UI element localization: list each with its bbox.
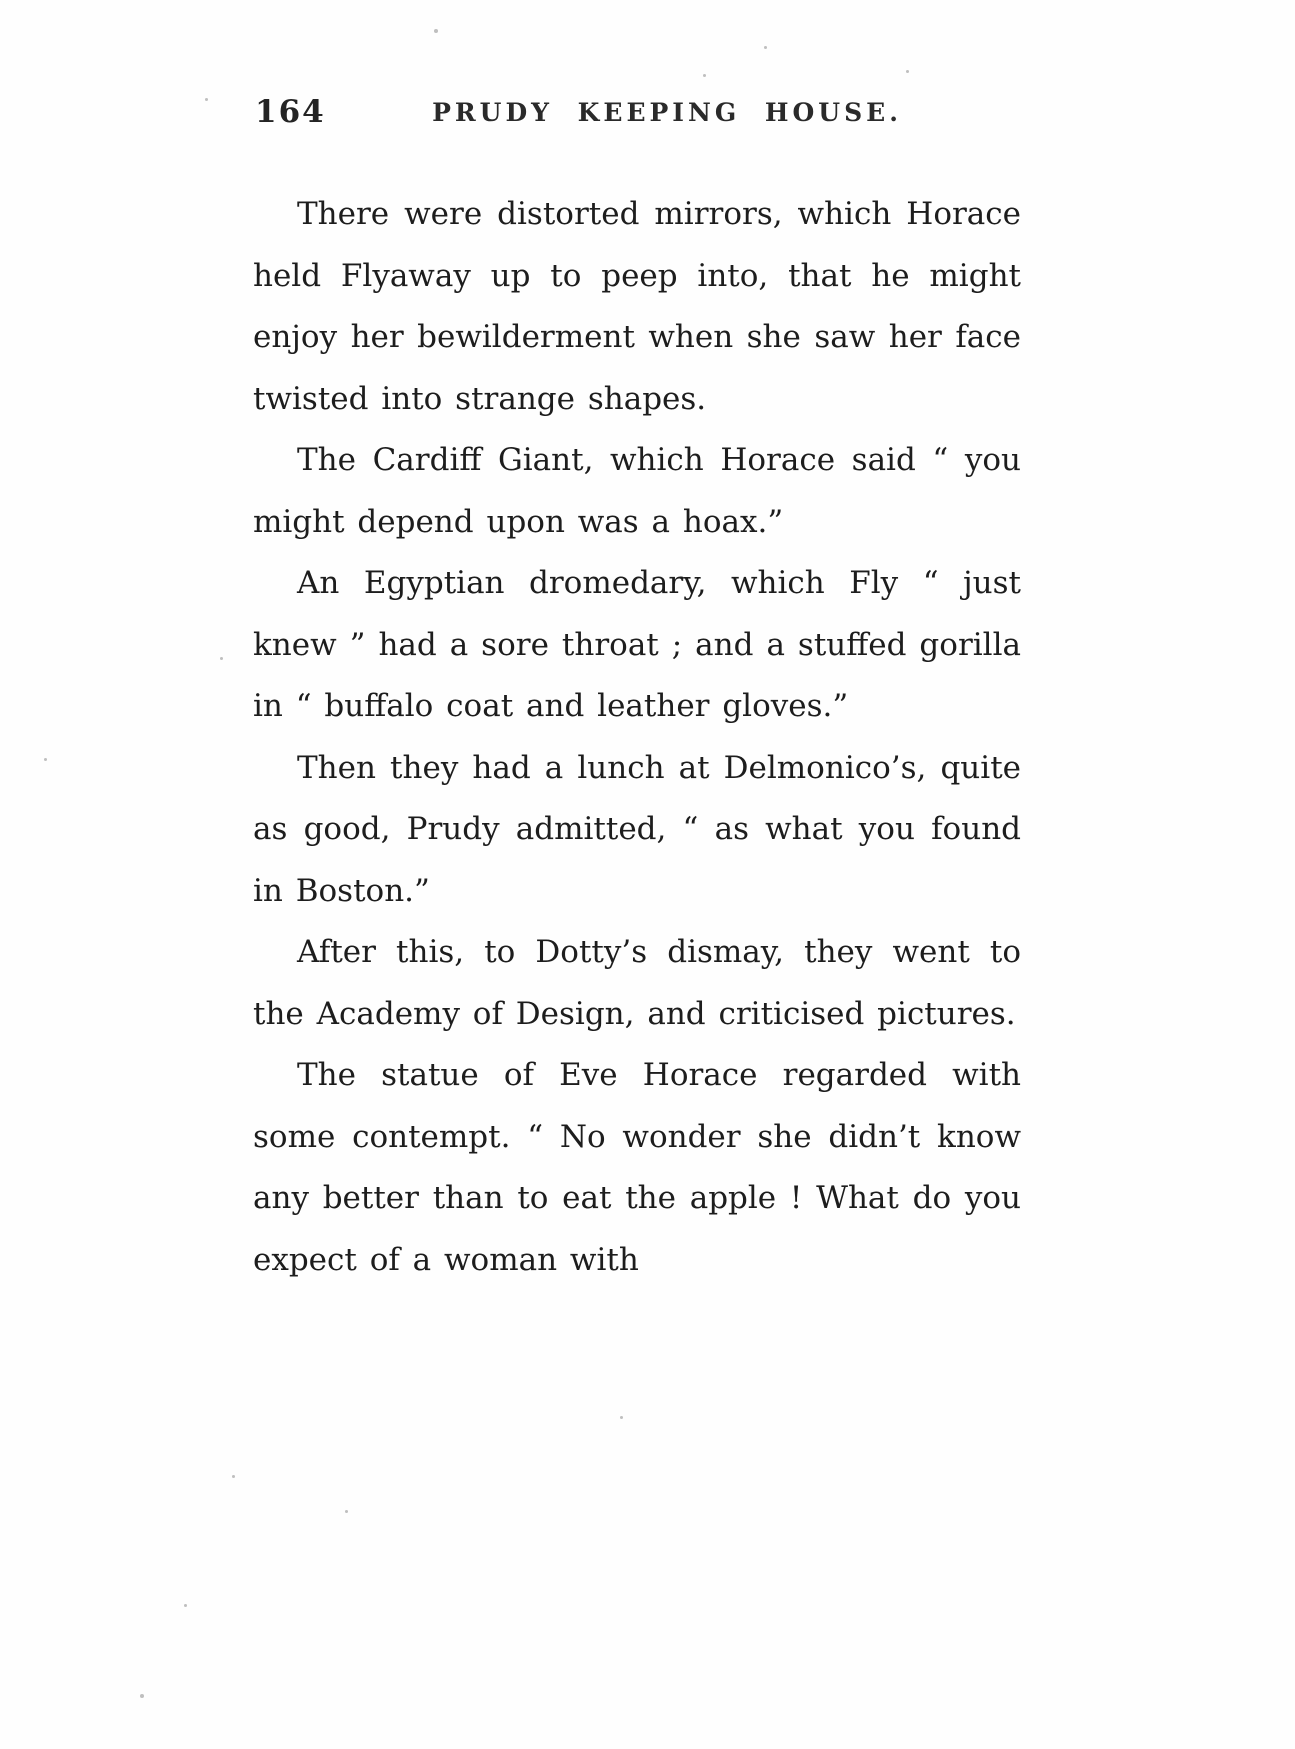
scan-speckle xyxy=(434,29,438,33)
text-block xyxy=(253,184,1021,1291)
paragraph: The statue of Eve Horace regarded with some contempt. “ No wonder she didn’t know any better than to eat the apple ! What do you expect of a woman with xyxy=(253,1057,1021,1278)
scan-speckle xyxy=(232,1475,235,1478)
page-number: 164 xyxy=(255,94,326,130)
paragraph: The Cardiff Giant, which Horace said “ you might depend upon was a hoax.” xyxy=(253,442,1021,540)
scan-speckle xyxy=(906,70,909,73)
paragraph: An Egyptian dromedary, which Fly “ just knew ” had a sore throat ; and a stuffed gorilla in “ buffalo coat and leather gloves.” xyxy=(253,565,1021,724)
page-header xyxy=(253,88,1021,148)
paragraph: Then they had a lunch at Delmonico’s, quite as good, Prudy admitted, “ as what you found in Boston.” xyxy=(253,749,1021,909)
scan-speckle xyxy=(345,1510,348,1513)
scan-speckle xyxy=(620,1416,623,1419)
scan-speckle xyxy=(205,98,208,101)
scan-speckle xyxy=(140,1694,144,1698)
paragraph: There were distorted mirrors, which Horace held Flyaway up to peep into, that he might enjoy her bewilderment when she saw her face twisted into strange shapes. xyxy=(253,196,1021,417)
paragraph: After this, to Dotty’s dismay, they went to the Academy of Design, and criticised pictures. xyxy=(253,934,1021,1032)
scan-speckle xyxy=(764,46,767,49)
scan-speckle xyxy=(44,758,47,761)
scan-speckle xyxy=(184,1604,187,1607)
text-column xyxy=(253,88,1021,1291)
running-header: PRUDY KEEPING HOUSE. xyxy=(432,98,902,127)
scan-speckle xyxy=(220,657,223,660)
scan-speckle xyxy=(703,74,706,77)
